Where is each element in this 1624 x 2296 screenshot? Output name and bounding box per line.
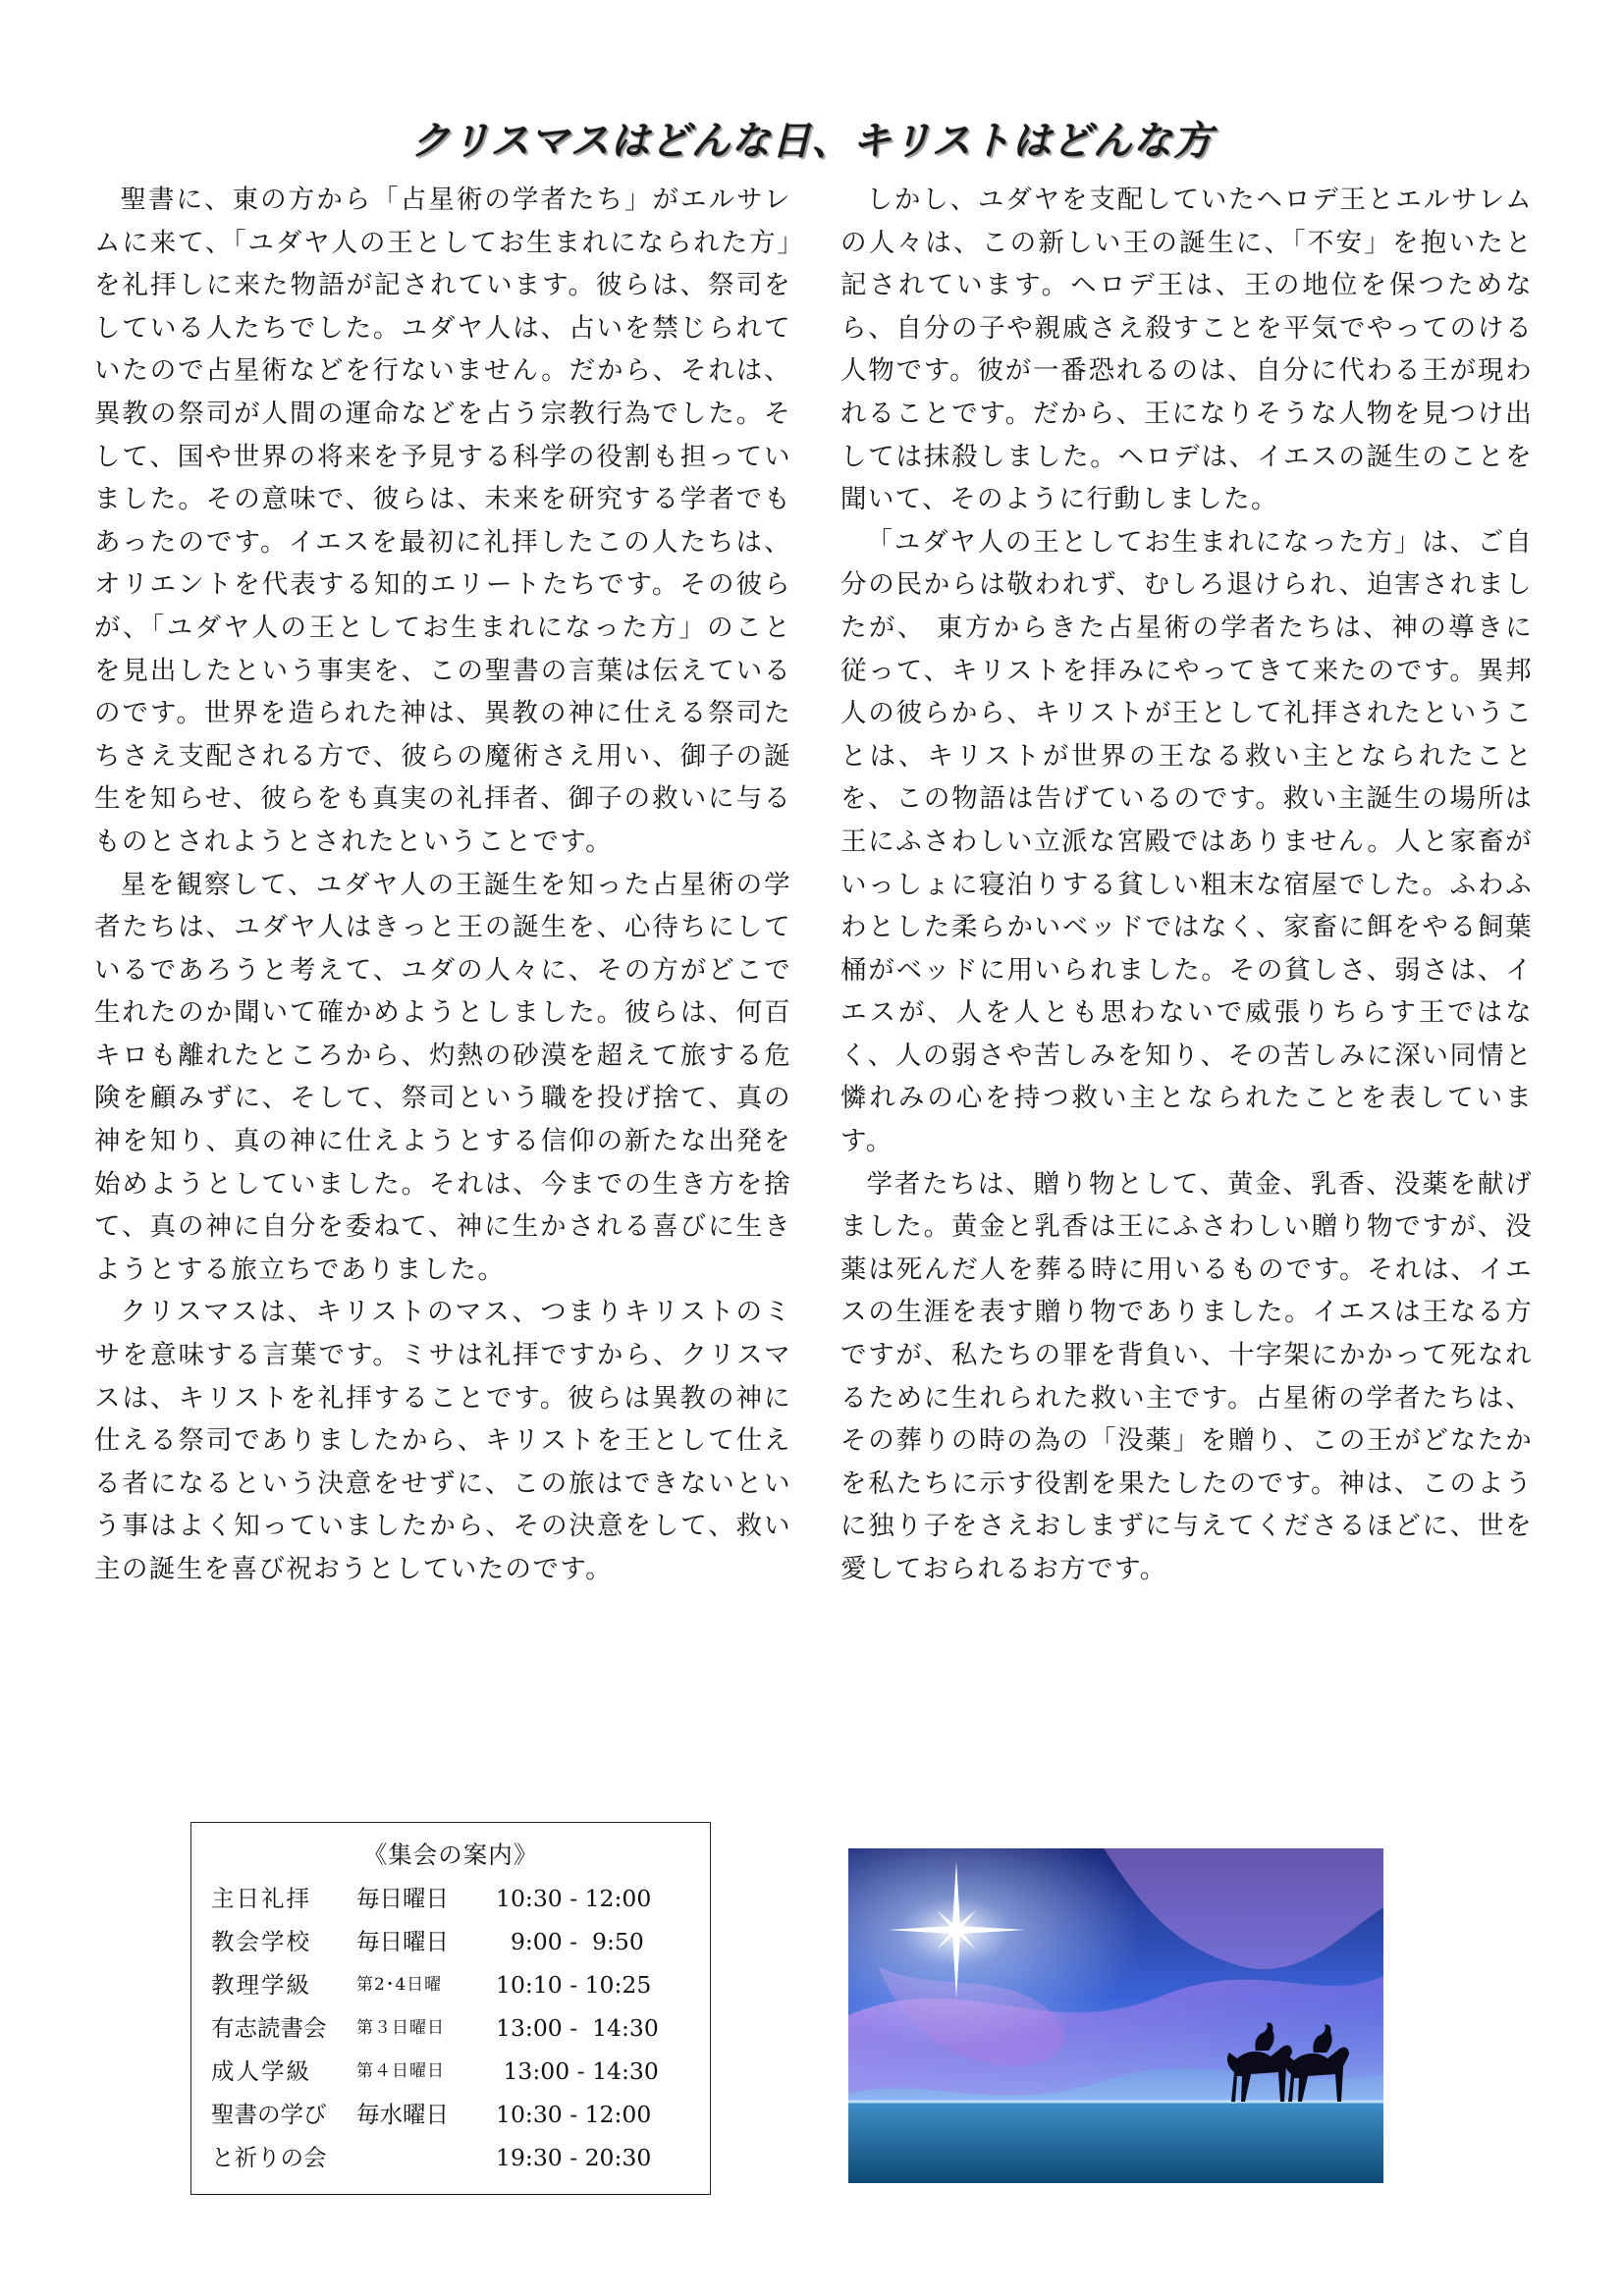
paragraph: しかし、ユダヤを支配していたヘロデ王とエルサレムの人々は、この新しい王の誕生に、「不安」を抱いたと記されています。ヘロデ王は、王の地位を保つためなら、自分の子や親戚さえ殺すことを平気でやってのける人物です。彼が一番恐れるのは、自分に代わる王が現われることです。だから、王になりそうな人物を見つけ出しては抹殺しました。ヘロデは、イエスの誕生のことを聞いて、そのように行動しました。 xyxy=(840,185,1533,515)
meeting-name: 聖書の学び xyxy=(211,2101,327,2128)
meeting-name: 有志読書会 xyxy=(211,2014,327,2042)
meeting-schedule-box xyxy=(190,1822,711,2195)
schedule-row xyxy=(211,2136,690,2179)
schedule-row xyxy=(211,2093,690,2136)
meeting-day: 第３日曜日 xyxy=(356,2018,445,2038)
article-left-column xyxy=(94,179,791,1591)
paragraph: 聖書に、東の方から「占星術の学者たち」がエルサレムに来て、「ユダヤ人の王としてお生まれになられた方」を礼拝しに来た物語が記されています。彼らは、祭司をしている人たちでした。ユダヤ人は、占いを禁じられていたので占星術などを行ないません。だから、それは、異教の祭司が人間の運命などを占う宗教行為でした。そして、国や世界の将来を予見する科学の役割も担っていました。その意味で、彼らは、未来を研究する学者でもあったのです。イエスを最初に礼拝したこの人たちは、オリエントを代表する知的エリートたちです。その彼らが、「ユダヤ人の王としてお生まれになった方」のことを見出したという事実を、この聖書の言葉は伝えているのです。世界を造られた神は、異教の神に仕える祭司たちさえ支配される方で、彼らの魔術さえ用い、御子の誕生を知らせ、彼らをも真実の礼拝者、御子の救いに与るものとされようとされたということです。 xyxy=(94,185,791,857)
meeting-day: 毎日曜日 xyxy=(356,1928,449,1955)
article-right-column xyxy=(840,179,1533,1591)
meeting-day: 第2･4日曜 xyxy=(356,1975,443,1995)
meeting-name: 主日礼拝 xyxy=(211,1885,311,1912)
meeting-time: 13:00 - 14:30 xyxy=(496,2057,659,2085)
schedule-row xyxy=(211,1920,690,1963)
paragraph: 学者たちは、贈り物として、黄金、乳香、没薬を献げました。黄金と乳香は王にふさわしい贈り物ですが、没薬は死んだ人を葬る時に用いるものです。それは、イエスの生涯を表す贈り物でありました。イエスは王なる方ですが、私たちの罪を背負い、十字架にかかって死なれるために生れられた救い主です。占星術の学者たちは、その葬りの時の為の「没薬」を贈り、この王がどなたかを私たちに示す役割を果たしたのです。神は、このように独り子をさえおしまずに与えてくださるほどに、世を愛しておられるお方です。 xyxy=(840,1168,1533,1584)
meeting-name: と祈りの会 xyxy=(211,2144,327,2171)
page-title: クリスマスはどんな日、キリストはどんな方 xyxy=(410,119,1214,164)
paragraph: 星を観察して、ユダヤ人の王誕生を知った占星術の学者たちは、ユダヤ人はきっと王の誕生を、心待ちにしているであろうと考えて、ユダの人々に、その方がどこで生れたのか聞いて確かめようとしました。彼らは、何百キロも離れたところから、灼熱の砂漠を超えて旅する危険を顧みずに、そして、祭司という職を投げ捨て、真の神を知り、真の神に仕えようとする信仰の新たな出発を始めようとしていました。それは、今までの生き方を捨て、真の神に自分を委ねて、神に生かされる喜びに生きようとする旅立ちでありました。 xyxy=(94,869,791,1285)
meeting-day: 第４日曜日 xyxy=(356,2061,445,2081)
paragraph: クリスマスは、キリストのマス、つまりキリストのミサを意味する言葉です。ミサは礼拝ですから、クリスマスは、キリストを礼拝することです。彼らは異教の神に仕える祭司でありましたから、キリストを王として仕える者になるという決意をせずに、この旅はできないという事はよく知っていましたから、その決意をして、救い主の誕生を喜び祝おうとしていたのです。 xyxy=(94,1297,791,1584)
schedule-row xyxy=(211,1963,690,2006)
meeting-day: 毎水曜日 xyxy=(356,2101,449,2128)
desert-ground xyxy=(848,2102,1383,2183)
schedule-row xyxy=(211,2050,690,2093)
paragraph: 「ユダヤ人の王としてお生まれになった方」は、ご自分の民からは敬われず、むしろ退けられ、迫害されましたが、 東方からきた占星術の学者たちは、神の導きに従って、キリストを拝みにやってきて来たのです。異邦人の彼らから、キリストが王として礼拝されたということは、キリストが世界の王なる救い主となられたことを、この物語は告げているのです。救い主誕生の場所は王にふさわしい立派な宮殿ではありません。人と家畜がいっしょに寝泊りする貧しい粗末な宿屋でした。ふわふわとした柔らかいベッドではなく、家畜に餌をやる飼葉桶がベッドに用いられました。その貧しさ、弱さは、イエスが、人を人とも思わないで威張りちらす王ではなく、人の弱さや苦しみを知り、その苦しみに深い同情と憐れみの心を持つ救い主となられたことを表しています。 xyxy=(840,526,1533,1157)
meeting-day: 毎日曜日 xyxy=(356,1885,449,1912)
meeting-time: 10:10 - 10:25 xyxy=(496,1971,652,1999)
meeting-time: 10:30 - 12:00 xyxy=(496,2101,652,2128)
meeting-name: 教会学校 xyxy=(211,1928,311,1955)
meeting-name: 教理学級 xyxy=(211,1971,311,1999)
meeting-time: 13:00 - 14:30 xyxy=(496,2014,659,2042)
schedule-title: 《集会の案内》 xyxy=(362,1841,539,1869)
meeting-time: 9:00 - 9:50 xyxy=(496,1928,644,1955)
meeting-name: 成人学級 xyxy=(211,2057,311,2085)
schedule-row xyxy=(211,2006,690,2050)
star-of-bethlehem-illustration xyxy=(848,1848,1383,2183)
meeting-time: 10:30 - 12:00 xyxy=(496,1885,652,1912)
night-sky-image xyxy=(848,1848,1383,2183)
schedule-row xyxy=(211,1877,690,1920)
meeting-time: 19:30 - 20:30 xyxy=(496,2144,652,2171)
